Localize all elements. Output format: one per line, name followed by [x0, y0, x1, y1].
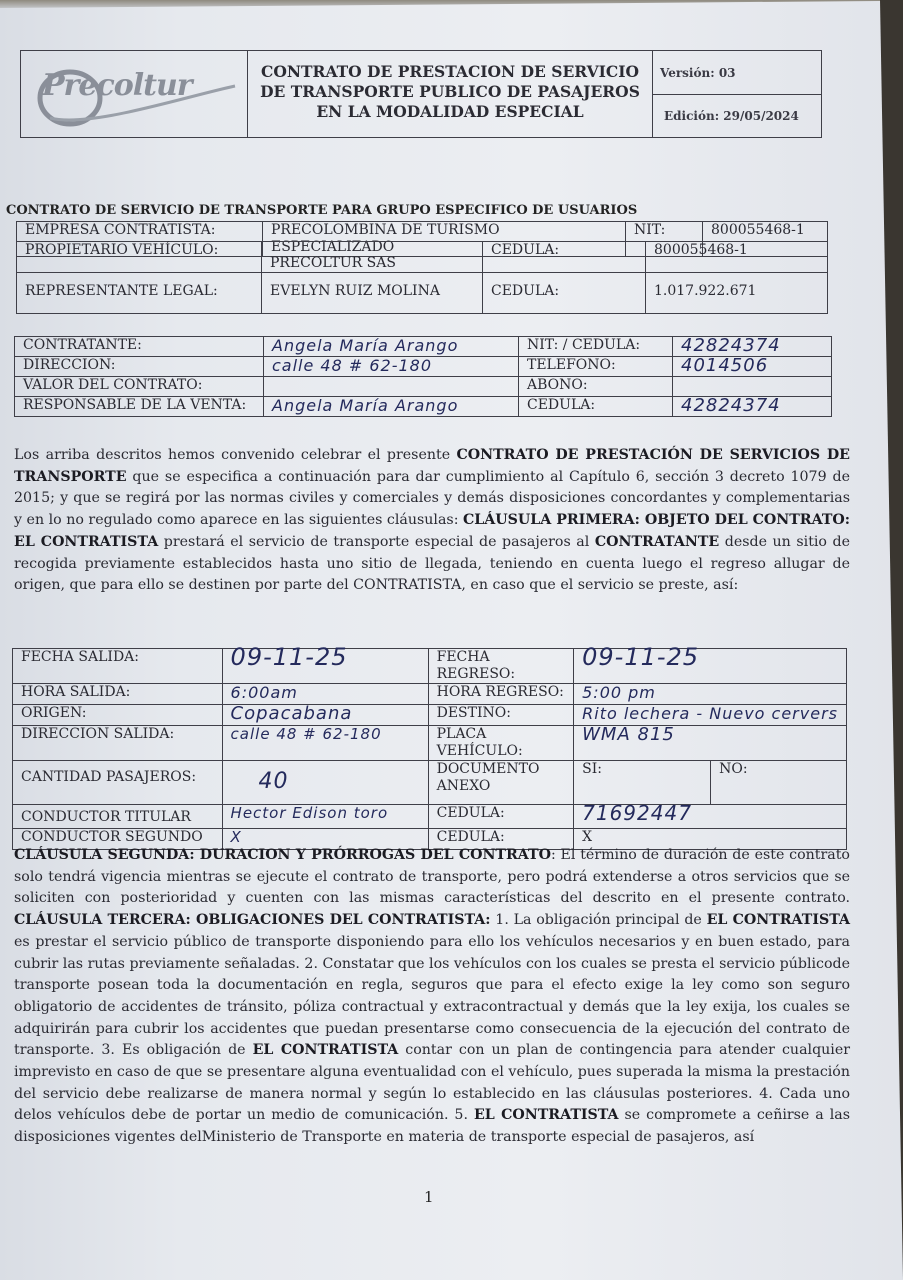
version-label: Versión: 03: [660, 66, 736, 80]
label-abono: ABONO:: [519, 377, 673, 397]
value-cedula-1: 800055468-1: [646, 242, 828, 273]
label-telefono: TELEFONO:: [519, 357, 673, 377]
intro-paragraph: Los arriba descritos hemos convenido celebrar el presente CONTRATO DE PRESTACIÓN DE SERVICIOS DE TRANSPORTE que se especifica a continuación para dar cumplimiento al Capítulo 6, sección 3 decreto 1079 de 2015; y que se regirá por las normas civiles y comerciales y demás disposiciones concordantes y complementarias y en lo no regulado como aparece en las siguientes cláusulas: CLÁUSULA PRIMERA: OBJETO DEL CONTRATO: EL CONTRATISTA prestará el servicio de transporte especial de pasajeros al CONTRATANTE desde un sitio de recogida previamente establecidos hasta uno sitio de llegada, teniendo en cuenta luego el regreso allugar de origen, que para ello se destinen por parte del CONTRATISTA, en caso que el servicio se preste, así:: [14, 447, 851, 594]
page-number: 1: [424, 1188, 434, 1206]
label-si: SI:: [574, 761, 711, 805]
value-hora-regreso: 5:00 pm: [582, 683, 656, 702]
label-nit: NIT:: [626, 222, 703, 257]
label-cedula-2: CEDULA:: [483, 273, 646, 314]
label-no: NO:: [711, 761, 847, 805]
label-fecha-salida: FECHA SALIDA:: [13, 649, 223, 684]
label-cedula-segundo: CEDULA:: [428, 829, 574, 850]
value-cedula-conductor: 71692447: [582, 801, 692, 825]
value-cedula-2: 1.017.922.671: [646, 273, 828, 314]
label-cantidad: CANTIDAD PASAJEROS:: [13, 761, 223, 805]
value-cantidad: 40: [258, 769, 289, 794]
value-conductor-titular: Hector Edison toro: [230, 804, 389, 822]
label-responsable: RESPONSABLE DE LA VENTA:: [15, 397, 264, 417]
value-cedula-3: 42824374: [681, 395, 781, 416]
label-cedula-conductor: CEDULA:: [428, 805, 574, 829]
value-fecha-salida: 09-11-25: [230, 643, 348, 671]
label-propietario: PROPIETARIO VEHÍCULO:: [17, 242, 262, 273]
label-hora-regreso: HORA REGRESO:: [428, 684, 574, 705]
label-conductor-titular: CONDUCTOR TITULAR: [13, 805, 223, 829]
value-direccion-salida: calle 48 # 62-180: [230, 725, 382, 743]
label-valor: VALOR DEL CONTRATO:: [15, 377, 264, 397]
label-hora-salida: HORA SALIDA:: [13, 684, 223, 705]
value-fecha-regreso: 09-11-25: [582, 643, 700, 671]
section-heading: CONTRATO DE SERVICIO DE TRANSPORTE PARA GRUPO ESPECIFICO DE USUARIOS: [6, 203, 638, 218]
edition-label: Edición: 29/05/2024: [664, 109, 799, 123]
label-placa: PLACA VEHÍCULO:: [428, 726, 574, 761]
label-empresa: EMPRESA CONTRATISTA:: [17, 222, 263, 257]
label-contratante: CONTRATANTE:: [15, 337, 264, 357]
document-title: CONTRATO DE PRESTACION DE SERVICIO DE TRANSPORTE PUBLICO DE PASAJEROS EN LA MODALIDAD ESPECIAL: [260, 62, 640, 121]
logo-text: Precoltur: [42, 68, 192, 103]
value-hora-salida: 6:00am: [230, 683, 298, 702]
label-conductor-segundo: CONDUCTOR SEGUNDO: [13, 829, 223, 850]
trip-table: [12, 643, 847, 850]
value-empresa: PRECOLOMBINA DE TURISMO ESPECIALIZADO: [263, 222, 626, 257]
label-destino: DESTINO:: [428, 705, 574, 726]
client-table: [14, 336, 832, 417]
label-fecha-regreso: FECHA REGRESO:: [428, 649, 574, 684]
value-origen: Copacabana: [230, 703, 353, 724]
value-nit: 800055468-1: [703, 222, 828, 257]
label-direccion: DIRECCION:: [15, 357, 264, 377]
label-representante: REPRESENTANTE LEGAL:: [17, 273, 262, 314]
value-contratante: Angela María Arango: [272, 336, 459, 355]
label-nit-cedula: NIT: / CEDULA:: [519, 337, 673, 357]
company-logo: [30, 58, 240, 130]
value-cedula-segundo: X: [582, 829, 593, 845]
value-direccion: calle 48 # 62-180: [272, 356, 433, 375]
label-cedula-3: CEDULA:: [519, 397, 673, 417]
value-propietario: PRECOLTUR SAS: [262, 242, 483, 273]
label-origen: ORIGEN:: [13, 705, 223, 726]
label-direccion-salida: DIRECCION SALIDA:: [13, 726, 223, 761]
label-documento: DOCUMENTO ANEXO: [428, 761, 574, 805]
value-representante: EVELYN RUIZ MOLINA: [262, 273, 483, 314]
value-telefono: 4014506: [681, 355, 769, 376]
value-responsable: Angela María Arango: [272, 396, 459, 415]
label-cedula-1: CEDULA:: [483, 242, 646, 273]
value-nit-cedula: 42824374: [681, 335, 781, 356]
value-conductor-segundo: X: [230, 828, 242, 846]
value-destino: Rito lechera - Nuevo cervers: [582, 704, 838, 723]
owner-table: [16, 241, 828, 314]
clauses-paragraph: CLÁUSULA SEGUNDA: DURACION Y PRÓRROGAS DEL CONTRATO: El término de duración de este contrato solo tendrá vigencia mientras se ejecute el contrato de transporte, pero podrá extenderse a otros servicios que se soliciten con posterioridad y cuenten con las mismas características del descrito en el presente contrato. CLÁUSULA TERCERA: OBLIGACIONES DEL CONTRATISTA: 1. La obligación principal de EL CONTRATISTA es prestar el servicio público de transporte disponiendo para ello los vehículos necesarios y en buen estado, para cubrir las rutas previamente señaladas. 2. Constatar que los vehículos con los cuales se presta el servicio públicode transporte posean toda la documentación en regla, seguros que para el efecto exige la ley como son seguro obligatorio de accidentes de tránsito, póliza contractual y extracontractual y demás que la ley exija, los cuales se adquirirán para cubrir los accidentes que puedan presentarse como consecuencia de la ejecución del contrato de transporte. 3. Es obligación de EL CONTRATISTA contar con un plan de contingencia para atender cualquier imprevisto en caso de que se presentare alguna eventualidad con el vehículo, pues superada la misma la prestación del servicio debe realizarse de manera normal y según lo establecido en las cláusulas posteriores. 4. Cada uno delos vehículos debe de portar un medio de comunicación. 5. EL CONTRATISTA se compromete a ceñirse a las disposiciones vigentes delMinisterio de Transporte en materia de transporte especial de pasajeros, así: [14, 847, 850, 1146]
value-placa: WMA 815: [582, 724, 675, 745]
